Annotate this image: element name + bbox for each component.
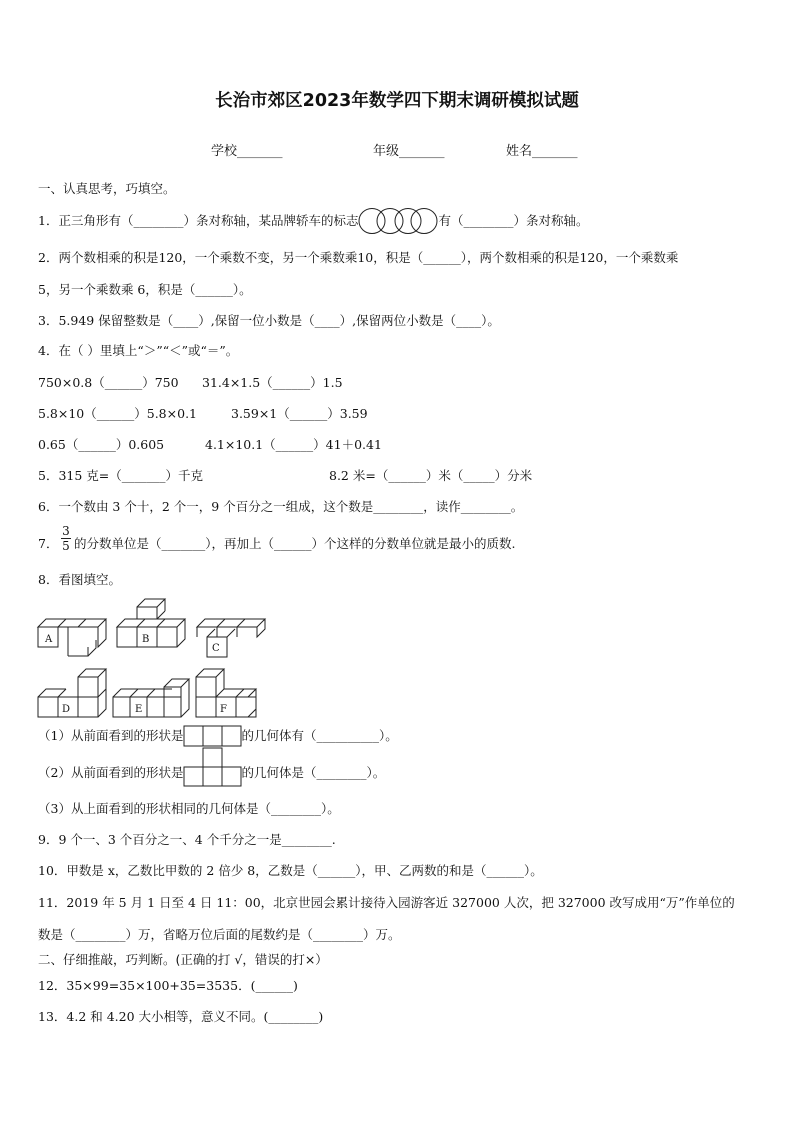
q8-sub-1 xyxy=(38,728,398,745)
q8-sub-1-part-b: 的几何体有（__________）。 xyxy=(241,728,398,743)
figure-e-label: E xyxy=(135,704,143,715)
question-8: 8．看图填空。 xyxy=(38,572,121,587)
figure-f xyxy=(196,669,256,717)
question-1 xyxy=(38,213,588,230)
fraction-three-fifths xyxy=(60,524,72,553)
question-11-line-2: 数是（________）万，省略万位后面的尾数约是（________）万。 xyxy=(38,927,401,942)
question-9: 9．9 个一、3 个百分之一、4 个千分之一是________. xyxy=(38,832,336,847)
q4-item-3: 5.8×10（______）5.8×0.1 xyxy=(38,406,197,421)
school-field: 学校_______ xyxy=(211,144,283,159)
q8-sub-3: （3）从上面看到的形状相同的几何体是（________）。 xyxy=(38,801,340,816)
question-1-part-b: 有（________）条对称轴。 xyxy=(438,213,589,228)
q4-item-1: 750×0.8（______）750 xyxy=(38,375,179,390)
q4-item-5: 0.65（______）0.605 xyxy=(38,437,165,452)
figure-c-label: C xyxy=(212,643,220,654)
q8-sub-2-part-a: （2）从前面看到的形状是 xyxy=(38,765,184,780)
figure-b xyxy=(117,599,185,647)
page-title: 长治市郊区2023年数学四下期末调研模拟试题 xyxy=(215,91,579,111)
question-4: 4．在（ ）里填上“＞”“＜”或“＝”。 xyxy=(38,343,239,358)
fraction-denominator: 5 xyxy=(62,539,70,553)
t-shape-icon xyxy=(183,746,243,788)
figure-a-label: A xyxy=(45,634,53,645)
question-7: 的分数单位是（_______），再加上（______）个这样的分数单位就是最小的质数. xyxy=(74,536,516,551)
question-5-part-a: 5．315 克=（_______）千克 xyxy=(38,468,204,483)
cube-figures xyxy=(0,596,794,726)
question-2-line-2: 5，另一个乘数乘 6，积是（______）。 xyxy=(38,282,252,297)
question-3: 3．5.949 保留整数是（____）,保留一位小数是（____）,保留两位小数是（____）。 xyxy=(38,313,500,328)
figure-c xyxy=(197,619,265,657)
name-field: 姓名_______ xyxy=(506,144,578,159)
q4-item-6: 4.1×10.1（______）41＋0.41 xyxy=(205,437,382,452)
q8-sub-1-part-a: （1）从前面看到的形状是 xyxy=(38,728,184,743)
q4-item-4: 3.59×1（______）3.59 xyxy=(231,406,368,421)
q8-sub-2 xyxy=(38,765,385,782)
question-1-part-a: 1．正三角形有（________）条对称轴，某品牌轿车的标志 xyxy=(38,213,359,228)
rings-icon xyxy=(358,207,438,235)
q8-sub-2-part-b: 的几何体是（________）。 xyxy=(241,765,386,780)
figure-b-label: B xyxy=(142,634,150,645)
question-6: 6．一个数由 3 个十，2 个一，9 个百分之一组成，这个数是________，读作________。 xyxy=(38,499,524,514)
three-squares-shape xyxy=(183,729,241,745)
section-1-heading: 一、认真思考，巧填空。 xyxy=(38,181,176,196)
t-shape xyxy=(183,766,241,782)
car-logo-rings xyxy=(358,214,438,230)
question-5-part-b: 8.2 米=（______）米（_____）分米 xyxy=(329,468,533,483)
figure-e xyxy=(113,679,189,717)
figure-a xyxy=(38,619,106,656)
question-7-number: 7． xyxy=(38,536,59,551)
question-2-line-1: 2．两个数相乘的积是120，一个乘数不变，另一个乘数乘10，积是（______），两个数相乘的积是120，一个乘数乘 xyxy=(38,250,679,265)
grade-field: 年级_______ xyxy=(373,144,445,159)
figure-f-label: F xyxy=(220,704,227,715)
question-11-line-1: 11．2019 年 5 月 1 日至 4 日 11：00，北京世园会累计接待入园游客近 327000 人次，把 327000 改写成用“万”作单位的 xyxy=(38,895,735,910)
question-12: 12．35×99=35×100+35=3535．(______) xyxy=(38,978,298,993)
figure-d xyxy=(38,669,106,717)
fraction-numerator: 3 xyxy=(62,524,70,538)
question-13: 13．4.2 和 4.20 大小相等，意义不同。(________) xyxy=(38,1009,324,1024)
figure-d-label: D xyxy=(62,704,71,715)
question-10: 10．甲数是 x，乙数比甲数的 2 倍少 8，乙数是（______），甲、乙两数的和是（______）。 xyxy=(38,863,543,878)
section-2-heading: 二、仔细推敲，巧判断。(正确的打 √，错误的打×） xyxy=(38,952,328,967)
q4-item-2: 31.4×1.5（______）1.5 xyxy=(202,375,343,390)
